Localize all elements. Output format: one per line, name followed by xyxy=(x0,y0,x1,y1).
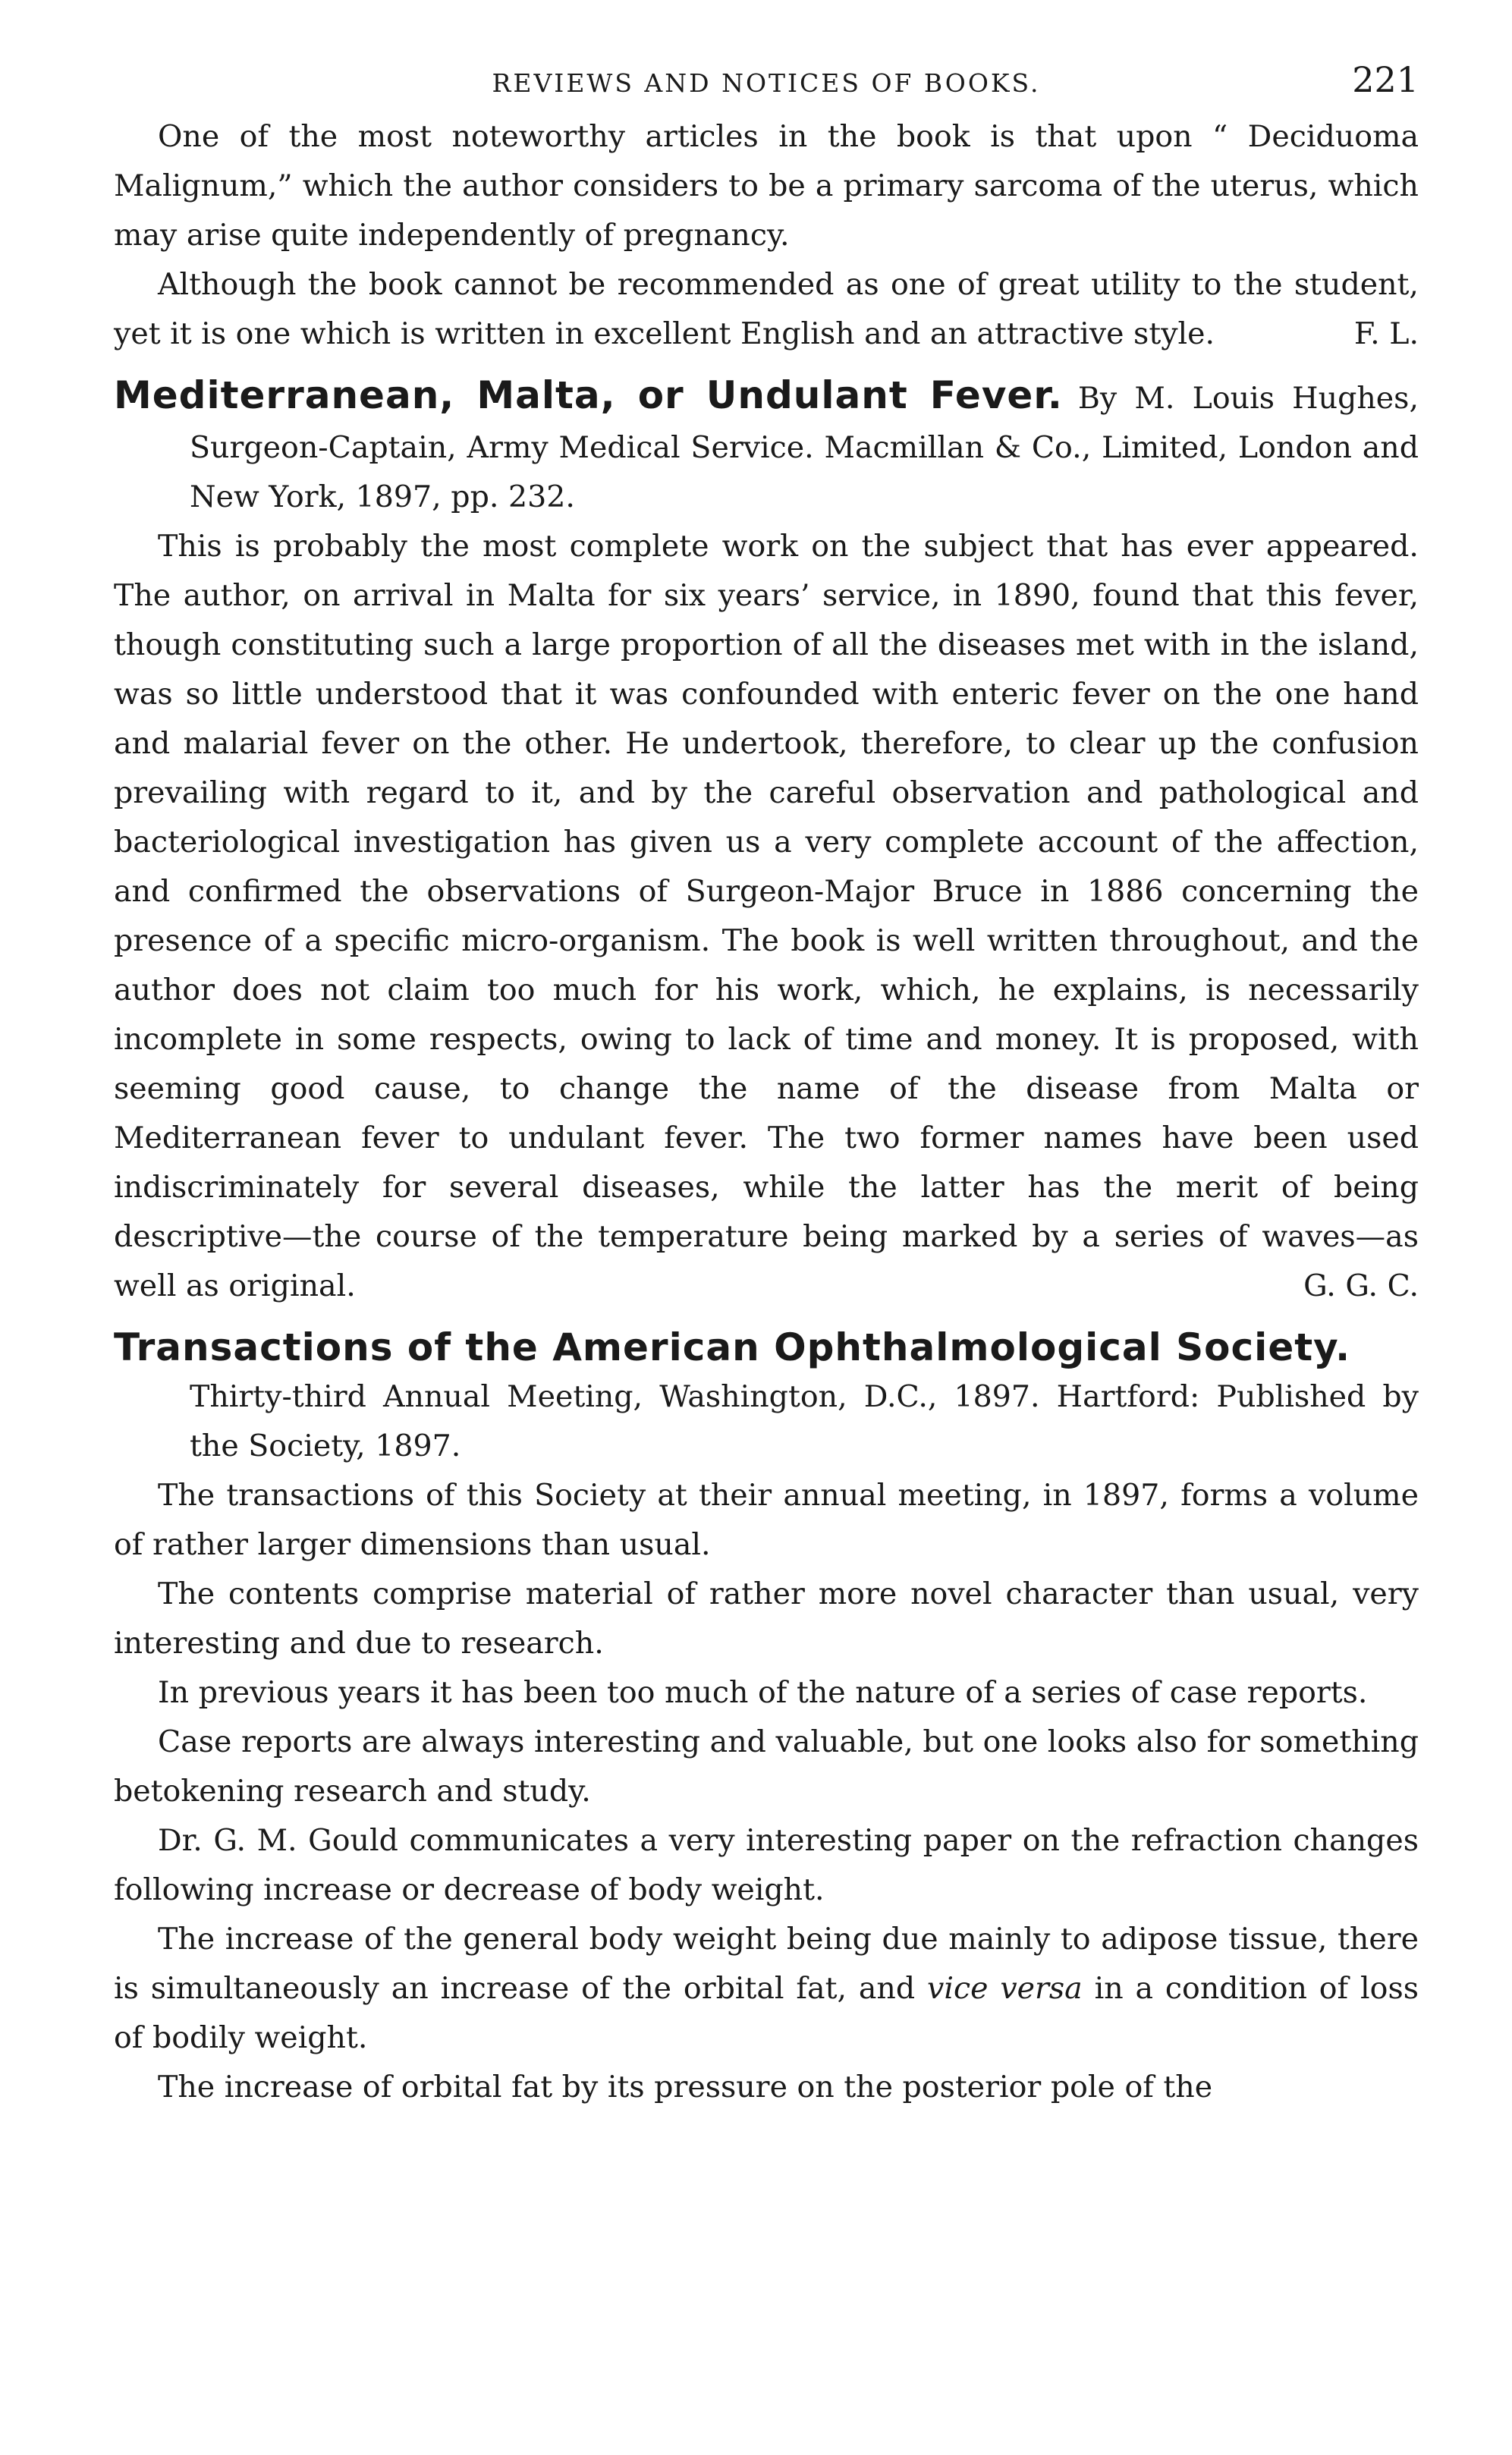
paragraph-malta-fever-review xyxy=(114,522,1419,1311)
review-body: This is probably the most complete work on the subject that has ever appeared. The author, on arrival in Malta for six years’ service, in 1890, found that this fever, though constituting such a large proportion of all the diseases met with in the island, was so little understood that it was confounded with enteric fever on the one hand and malarial fever on the other. He undertook, therefore, to clear up the confusion prevailing with regard to it, and by the careful observation and pathological and bacteriological investigation has given us a very complete account of the affection, and confirmed the observations of Surgeon-Major Bruce in 1886 concerning the presence of a specific micro-organism. The book is well written throughout, and the author does not claim too much for his work, which, he explains, is necessarily incomplete in some respects, owing to lack of time and money. It is proposed, with seeming good cause, to change the name of the disease from Malta or Mediterranean fever to undulant fever. The two former names have been used indiscriminately for several diseases, while the latter has the merit of being descriptive—the course of the temperature being marked by a series of waves—as well as original. xyxy=(114,529,1419,1303)
recommendation-text: Although the book cannot be recommended as one of great utility to the student, yet it is one which is written in excellent English and an attractive style. xyxy=(114,267,1419,351)
book-page xyxy=(114,59,1419,2112)
review-title: Mediterranean, Malta, or Undulant Fever. xyxy=(114,373,1063,417)
running-header xyxy=(114,59,1419,112)
paragraph-deciduoma: One of the most noteworthy articles in the book is that upon “ Deciduoma Malignum,” which the author considers to be a primary sarcoma of the uterus, which may arise quite independently of pregnancy. xyxy=(114,119,1419,253)
paragraph-gould-paper: Dr. G. M. Gould communicates a very interesting paper on the refraction changes following increase or decrease of body weight. xyxy=(114,1823,1419,1907)
paragraph-contents: The contents comprise material of rather more novel character than usual, very interesting and due to research. xyxy=(114,1576,1419,1661)
review-byline: Thirty-third Annual Meeting, Washington, D.C., 1897. Hartford: Published by the Society, 1897. xyxy=(190,1379,1419,1463)
paragraph-previous-years: In previous years it has been too much of the nature of a series of case reports. xyxy=(158,1675,1368,1710)
page-number: 221 xyxy=(1352,59,1419,100)
review-title: Transactions of the American Ophthalmological Society. xyxy=(114,1325,1351,1369)
paragraph-body-weight xyxy=(114,1915,1419,2063)
body-weight-text-end: in a condition of loss of bodily weight. xyxy=(114,1971,1419,2055)
body-weight-text-start: The increase of the general body weight being due mainly to adipose tissue, there is simultaneously an increase of the orbital fat, and xyxy=(114,1922,1419,2006)
reviewer-signature: F. L. xyxy=(1353,316,1419,351)
review-heading-malta-fever xyxy=(114,371,1419,522)
review-byline: By M. Louis Hughes, Surgeon-Captain, Army Medical Service. Macmillan & Co., Limited, London and New York, 1897, pp. 232. xyxy=(190,381,1419,514)
paragraph-transactions: The transactions of this Society at their annual meeting, in 1897, forms a volume of rather larger dimensions than usual. xyxy=(114,1478,1419,1562)
paragraph-case-reports: Case reports are always interesting and valuable, but one looks also for something betokening research and study. xyxy=(114,1724,1419,1809)
reviewer-signature: G. G. C. xyxy=(1303,1268,1419,1303)
paragraph-orbital-fat: The increase of orbital fat by its pressure on the posterior pole of the xyxy=(158,2070,1213,2105)
running-title: REVIEWS AND NOTICES OF BOOKS. xyxy=(492,68,1041,98)
paragraph-recommendation xyxy=(114,260,1419,359)
italic-phrase: vice versa xyxy=(927,1971,1083,2006)
review-heading-ophthalmological xyxy=(114,1323,1419,1471)
